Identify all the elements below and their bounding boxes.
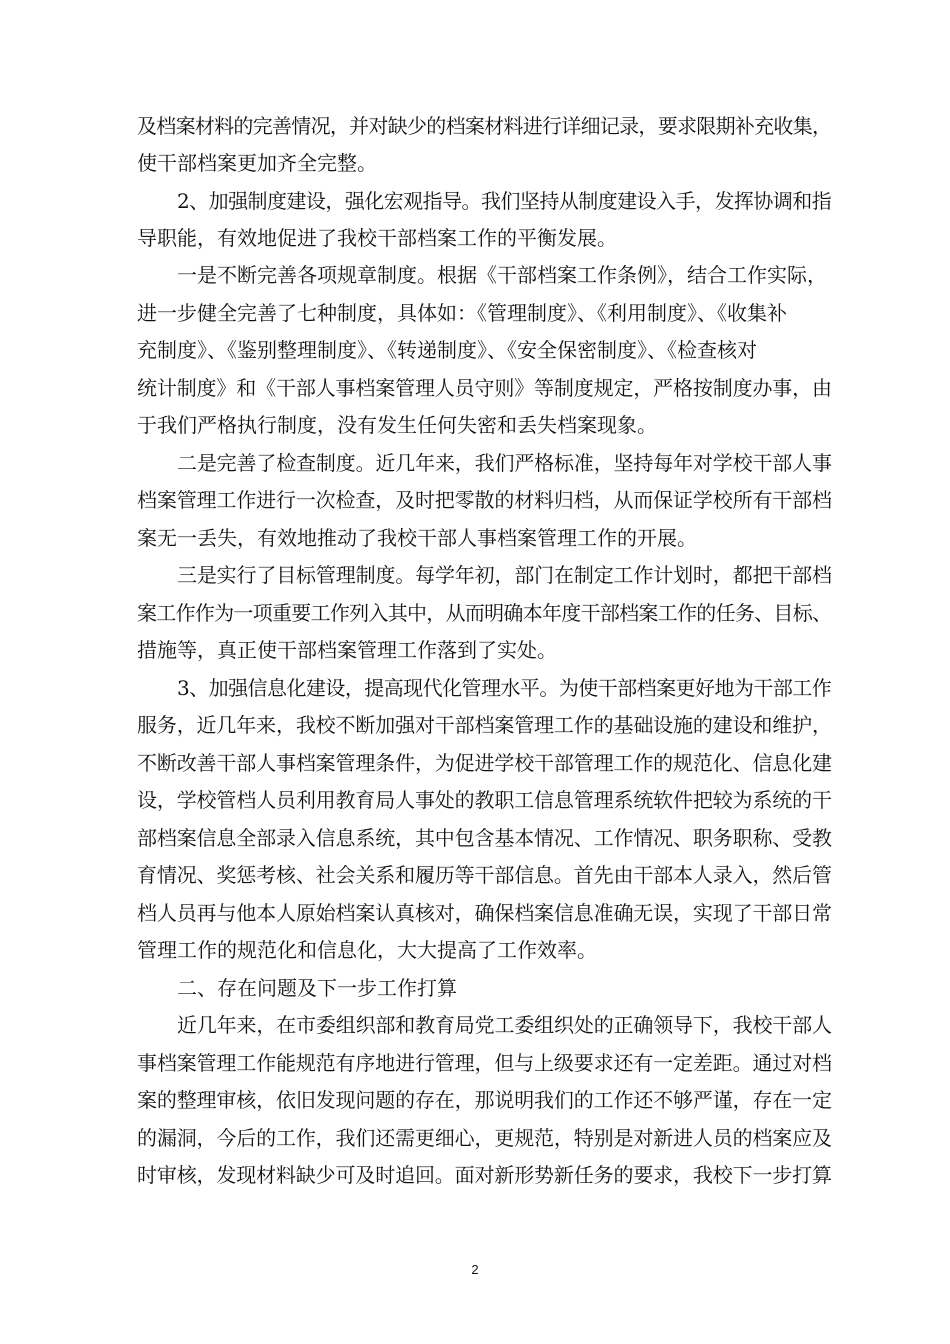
text-line: 部档案信息全部录入信息系统，其中包含基本情况、工作情况、职务职称、受教 xyxy=(137,826,832,850)
text-line: 管理工作的规范化和信息化，大大提高了工作效率。 xyxy=(137,938,597,962)
text-line: 育情况、奖惩考核、社会关系和履历等干部信息。首先由干部本人录入，然后管 xyxy=(137,863,832,887)
text-line: 使干部档案更加齐全完整。 xyxy=(137,151,377,175)
text-line: 近几年来，在市委组织部和教育局党工委组织处的正确领导下，我校干部人 xyxy=(177,1013,832,1037)
text-line: 二是完善了检查制度。近几年来，我们严格标准，坚持每年对学校干部人事 xyxy=(177,451,832,475)
text-line: 一是不断完善各项规章制度。根据《干部档案工作条例》，结合工作实际， xyxy=(177,263,827,287)
text-line: 及档案材料的完善情况，并对缺少的档案材料进行详细记录，要求限期补充收集， xyxy=(137,114,832,138)
text-line: 档人员再与他本人原始档案认真核对，确保档案信息准确无误，实现了干部日常 xyxy=(137,901,832,925)
text-line: 案的整理审核，依旧发现问题的存在，那说明我们的工作还不够严谨，存在一定 xyxy=(137,1088,832,1112)
text-line: 服务，近几年来，我校不断加强对干部档案管理工作的基础设施的建设和维护， xyxy=(137,713,832,737)
text-line: 时审核，发现材料缺少可及时追回。面对新形势新任务的要求，我校下一步打算 xyxy=(137,1163,832,1187)
text-line: 2、加强制度建设，强化宏观指导。我们坚持从制度建设入手，发挥协调和指 xyxy=(177,189,832,213)
section-heading: 二、存在问题及下一步工作打算 xyxy=(177,976,457,1000)
text-line: 三是实行了目标管理制度。每学年初，部门在制定工作计划时，都把干部档 xyxy=(177,563,832,587)
text-line: 措施等，真正使干部档案管理工作落到了实处。 xyxy=(137,638,557,662)
text-line: 进一步健全完善了七种制度，具体如：《管理制度》、《利用制度》、《收集补 xyxy=(137,301,787,325)
text-line: 案工作作为一项重要工作列入其中，从而明确本年度干部档案工作的任务、目标、 xyxy=(137,601,832,625)
text-line: 的漏洞，今后的工作，我们还需更细心，更规范，特别是对新进人员的档案应及 xyxy=(137,1126,832,1150)
text-line: 不断改善干部人事档案管理条件，为促进学校干部管理工作的规范化、信息化建 xyxy=(137,751,832,775)
text-line: 于我们严格执行制度，没有发生任何失密和丢失档案现象。 xyxy=(137,413,657,437)
text-line: 导职能，有效地促进了我校干部档案工作的平衡发展。 xyxy=(137,226,617,250)
text-line: 案无一丢失，有效地推动了我校干部人事档案管理工作的开展。 xyxy=(137,526,697,550)
text-line: 档案管理工作进行一次检查，及时把零散的材料归档，从而保证学校所有干部档 xyxy=(137,488,832,512)
text-line: 设，学校管档人员利用教育局人事处的教职工信息管理系统软件把较为系统的干 xyxy=(137,788,832,812)
text-line: 统计制度》和《干部人事档案管理人员守则》等制度规定，严格按制度办事，由 xyxy=(137,376,832,400)
text-line: 事档案管理工作能规范有序地进行管理，但与上级要求还有一定差距。通过对档 xyxy=(137,1051,832,1075)
text-line: 3、加强信息化建设，提高现代化管理水平。为使干部档案更好地为干部工作 xyxy=(177,676,832,700)
page-number: 2 xyxy=(471,1262,479,1277)
text-line: 充制度》、《鉴别整理制度》、《转递制度》、《安全保密制度》、《检查核对 xyxy=(137,338,757,362)
